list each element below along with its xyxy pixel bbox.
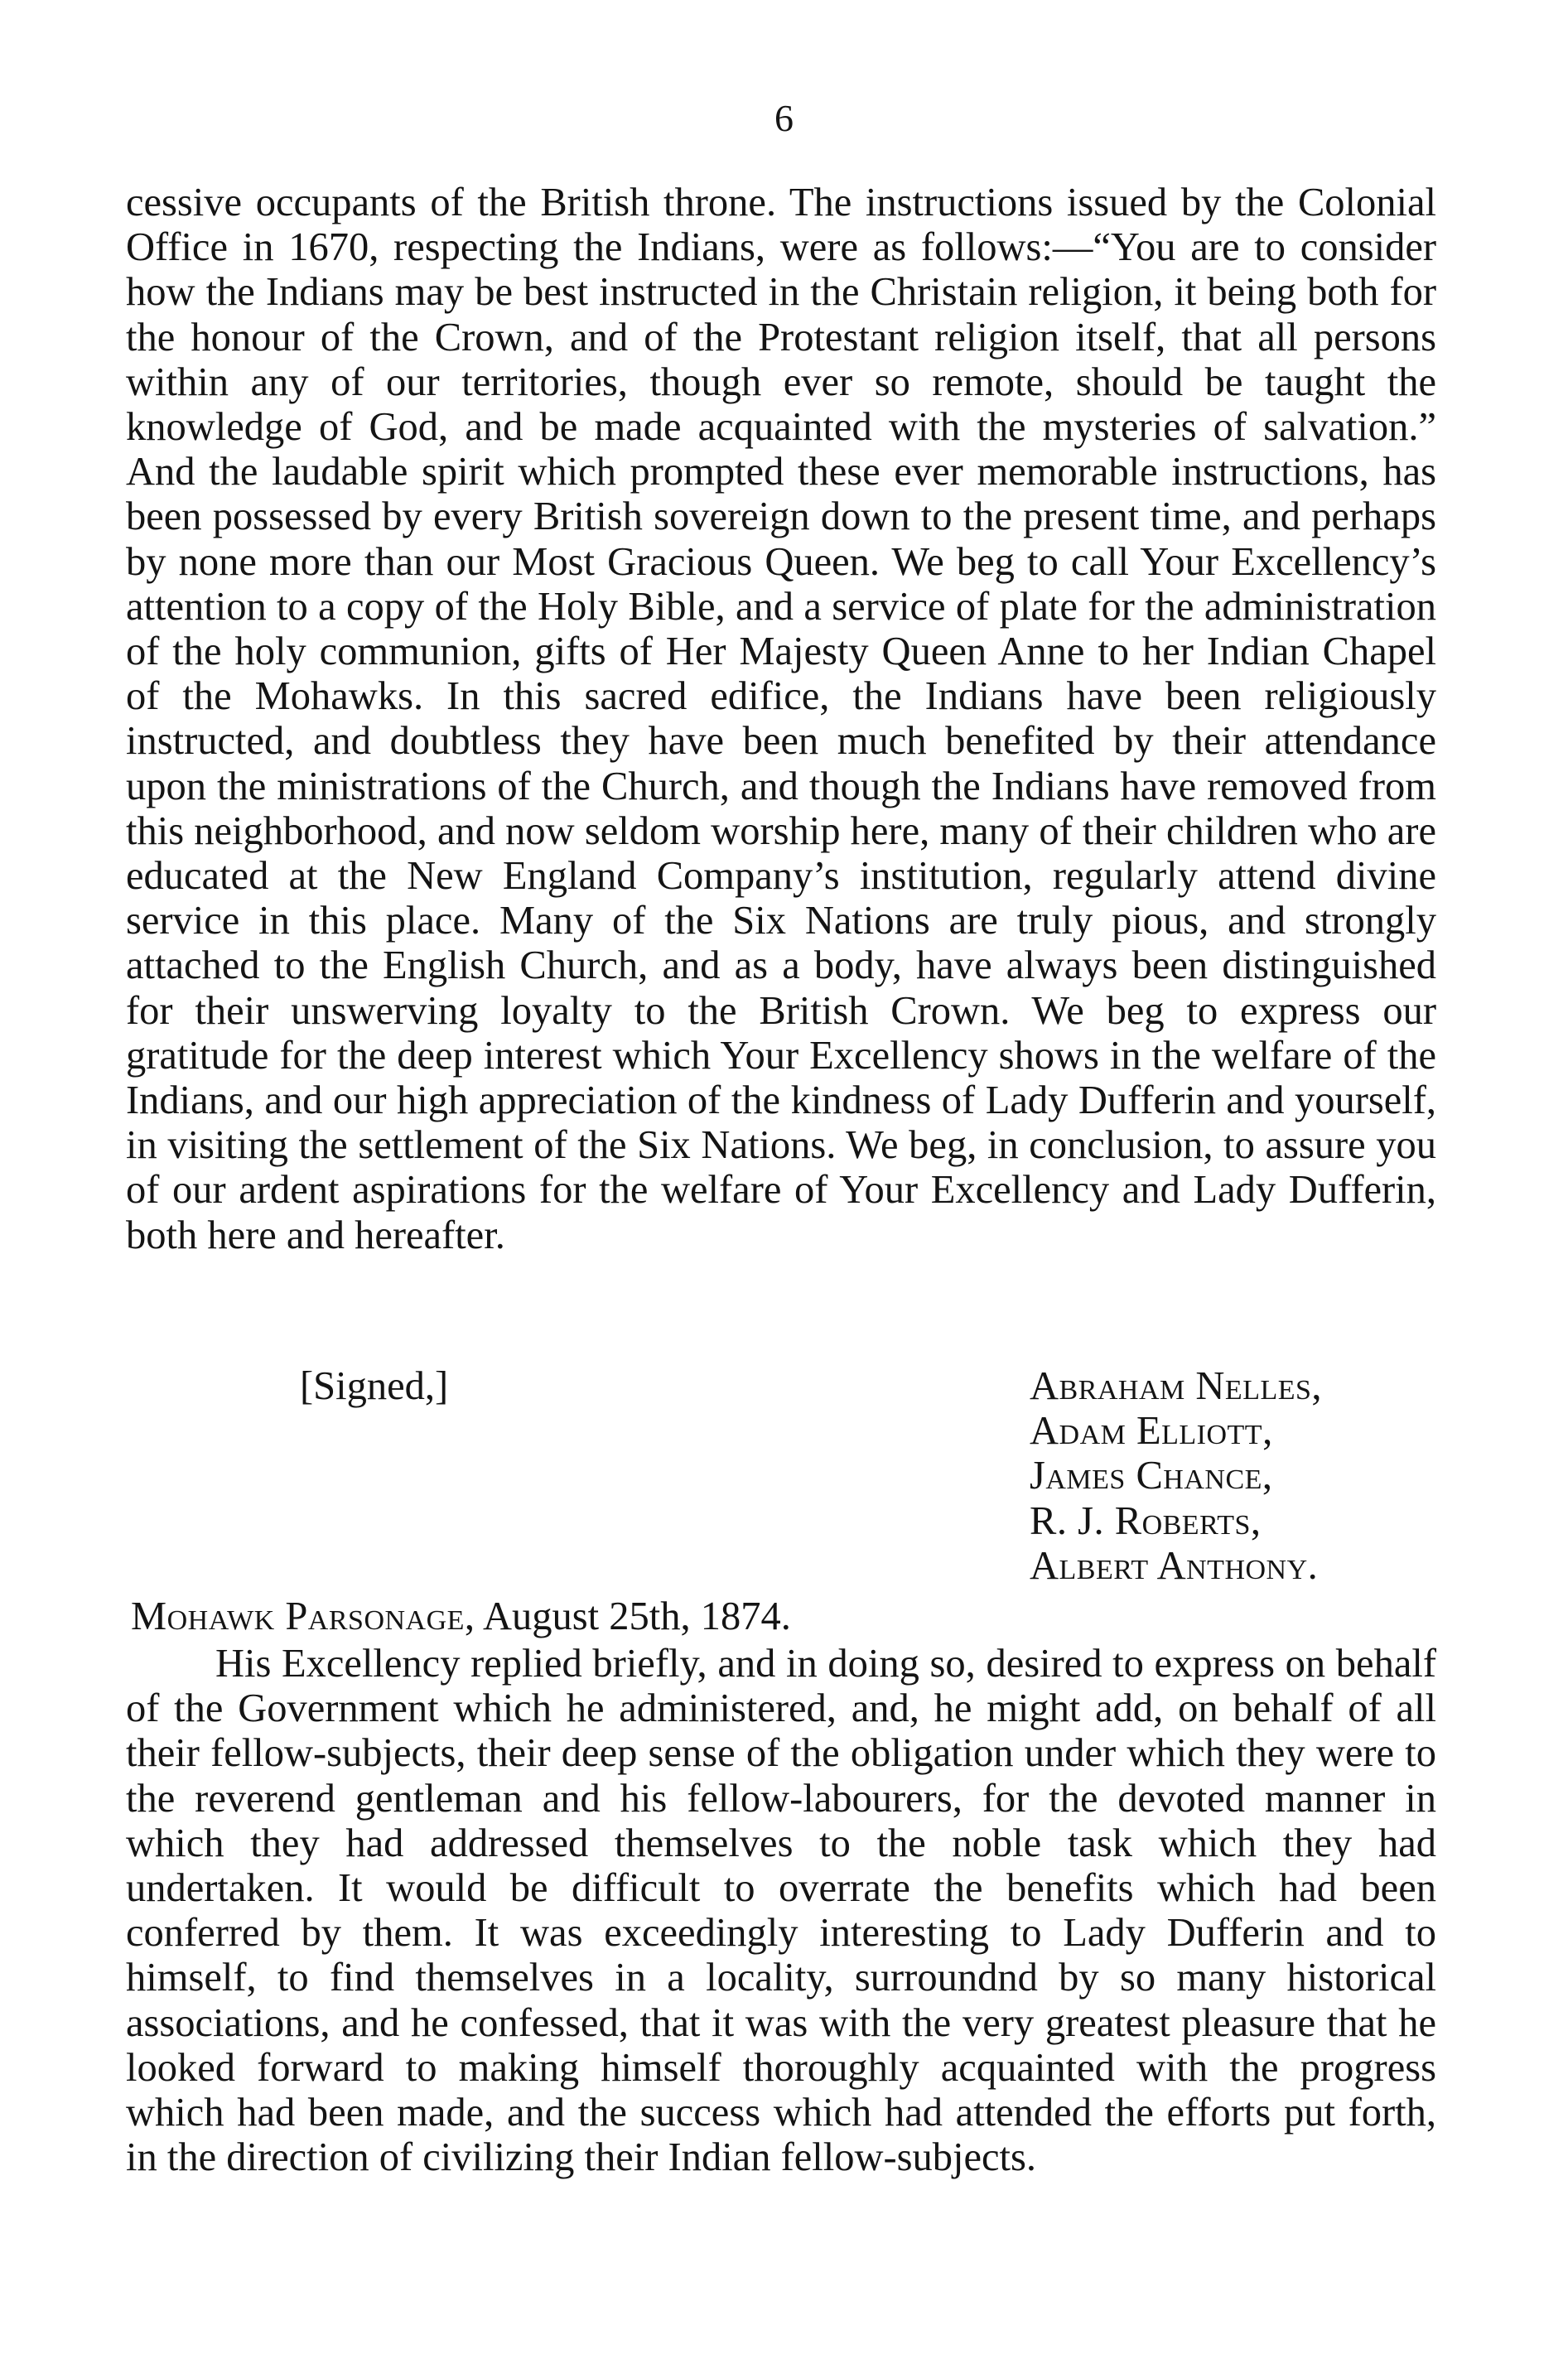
dateline-place: Mohawk Parsonage, — [131, 1594, 475, 1638]
address-paragraph: cessive occupants of the British throne. The instructions issued by the Colonial Office in 1670, respecting the Indians, were as follows:—“You are to consider how the Indians may be best instructed in the Christain religion, it being both for the honour of the Crown, and of the Protestant religion itself, that all persons within any of our territories, though ever so remote, should be taught the knowledge of God, and be made acquainted with the mysteries of salvation.” And the laudable spirit which prompted these ever memorable instructions, has been possessed by every British sovereign down to the present time, and perhaps by none more than our Most Gracious Queen. We beg to call Your Excellency’s attention to a copy of the Holy Bible, and a service of plate for the administration of the holy communion, gifts of Her Majesty Queen Anne to her Indian Chapel of the Mohawks. In this sacred edifice, the Indians have been religiously instructed, and doubtless they have been much benefited by their attendance upon the ministrations of the Church, and though the Indians have removed from this neighborhood, and now seldom worship here, many of their children who are educated at the New England Company’s institution, regularly attend divine service in this place. Many of the Six Nations are truly pious, and strongly attached to the English Church, and as a body, have always been distinguished for their unswerving loyalty to the British Crown. We beg to express our gratitude for the deep interest which Your Excellency shows in the welfare of the Indians, and our high appreciation of the kindness of Lady Dufferin and yourself, in visiting the settlement of the Six Nations. We beg, in conclusion, to assure you of our ardent aspirations for the welfare of Your Excellency and Lady Dufferin, both here and hereafter. — [126, 181, 1436, 1257]
reply-text-block — [126, 1642, 1436, 2180]
signature-block — [0, 1364, 1568, 1596]
address-text-block — [126, 181, 1436, 1258]
dateline — [131, 1594, 791, 1639]
page-number: 6 — [774, 97, 794, 139]
signer-list — [1030, 1364, 1322, 1589]
signer-name: Adam Elliott, — [1030, 1409, 1273, 1454]
dateline-date: August 25th, 1874. — [483, 1594, 791, 1638]
signer-name: Albert Anthony. — [1030, 1543, 1319, 1588]
reply-paragraph: His Excellency replied briefly, and in doing so, desired to express on behalf of the Government which he administered, and, he might add, on behalf of all their fellow-subjects, their deep sense of the obligation under which they were to the reverend gentleman and his fellow-labourers, for the devoted manner in which they had addressed themselves to the noble task which they had undertaken. It would be difficult to overrate the benefits which had been conferred by them. It was exceedingly interesting to Lady Dufferin and to himself, to find themselves in a locality, surroundnd by so many historical associations, and he confessed, that it was with the very greatest pleasure that he looked forward to making himself thoroughly acquainted with the progress which had been made, and the success which had attended the efforts put forth, in the direction of civilizing their Indian fellow-subjects. — [126, 1642, 1436, 2180]
signed-label: [Signed,] — [300, 1364, 449, 1408]
signer-name: R. J. Roberts, — [1030, 1498, 1262, 1543]
signer-name: Abraham Nelles, — [1030, 1364, 1323, 1408]
signer-name: James Chance, — [1030, 1454, 1273, 1498]
